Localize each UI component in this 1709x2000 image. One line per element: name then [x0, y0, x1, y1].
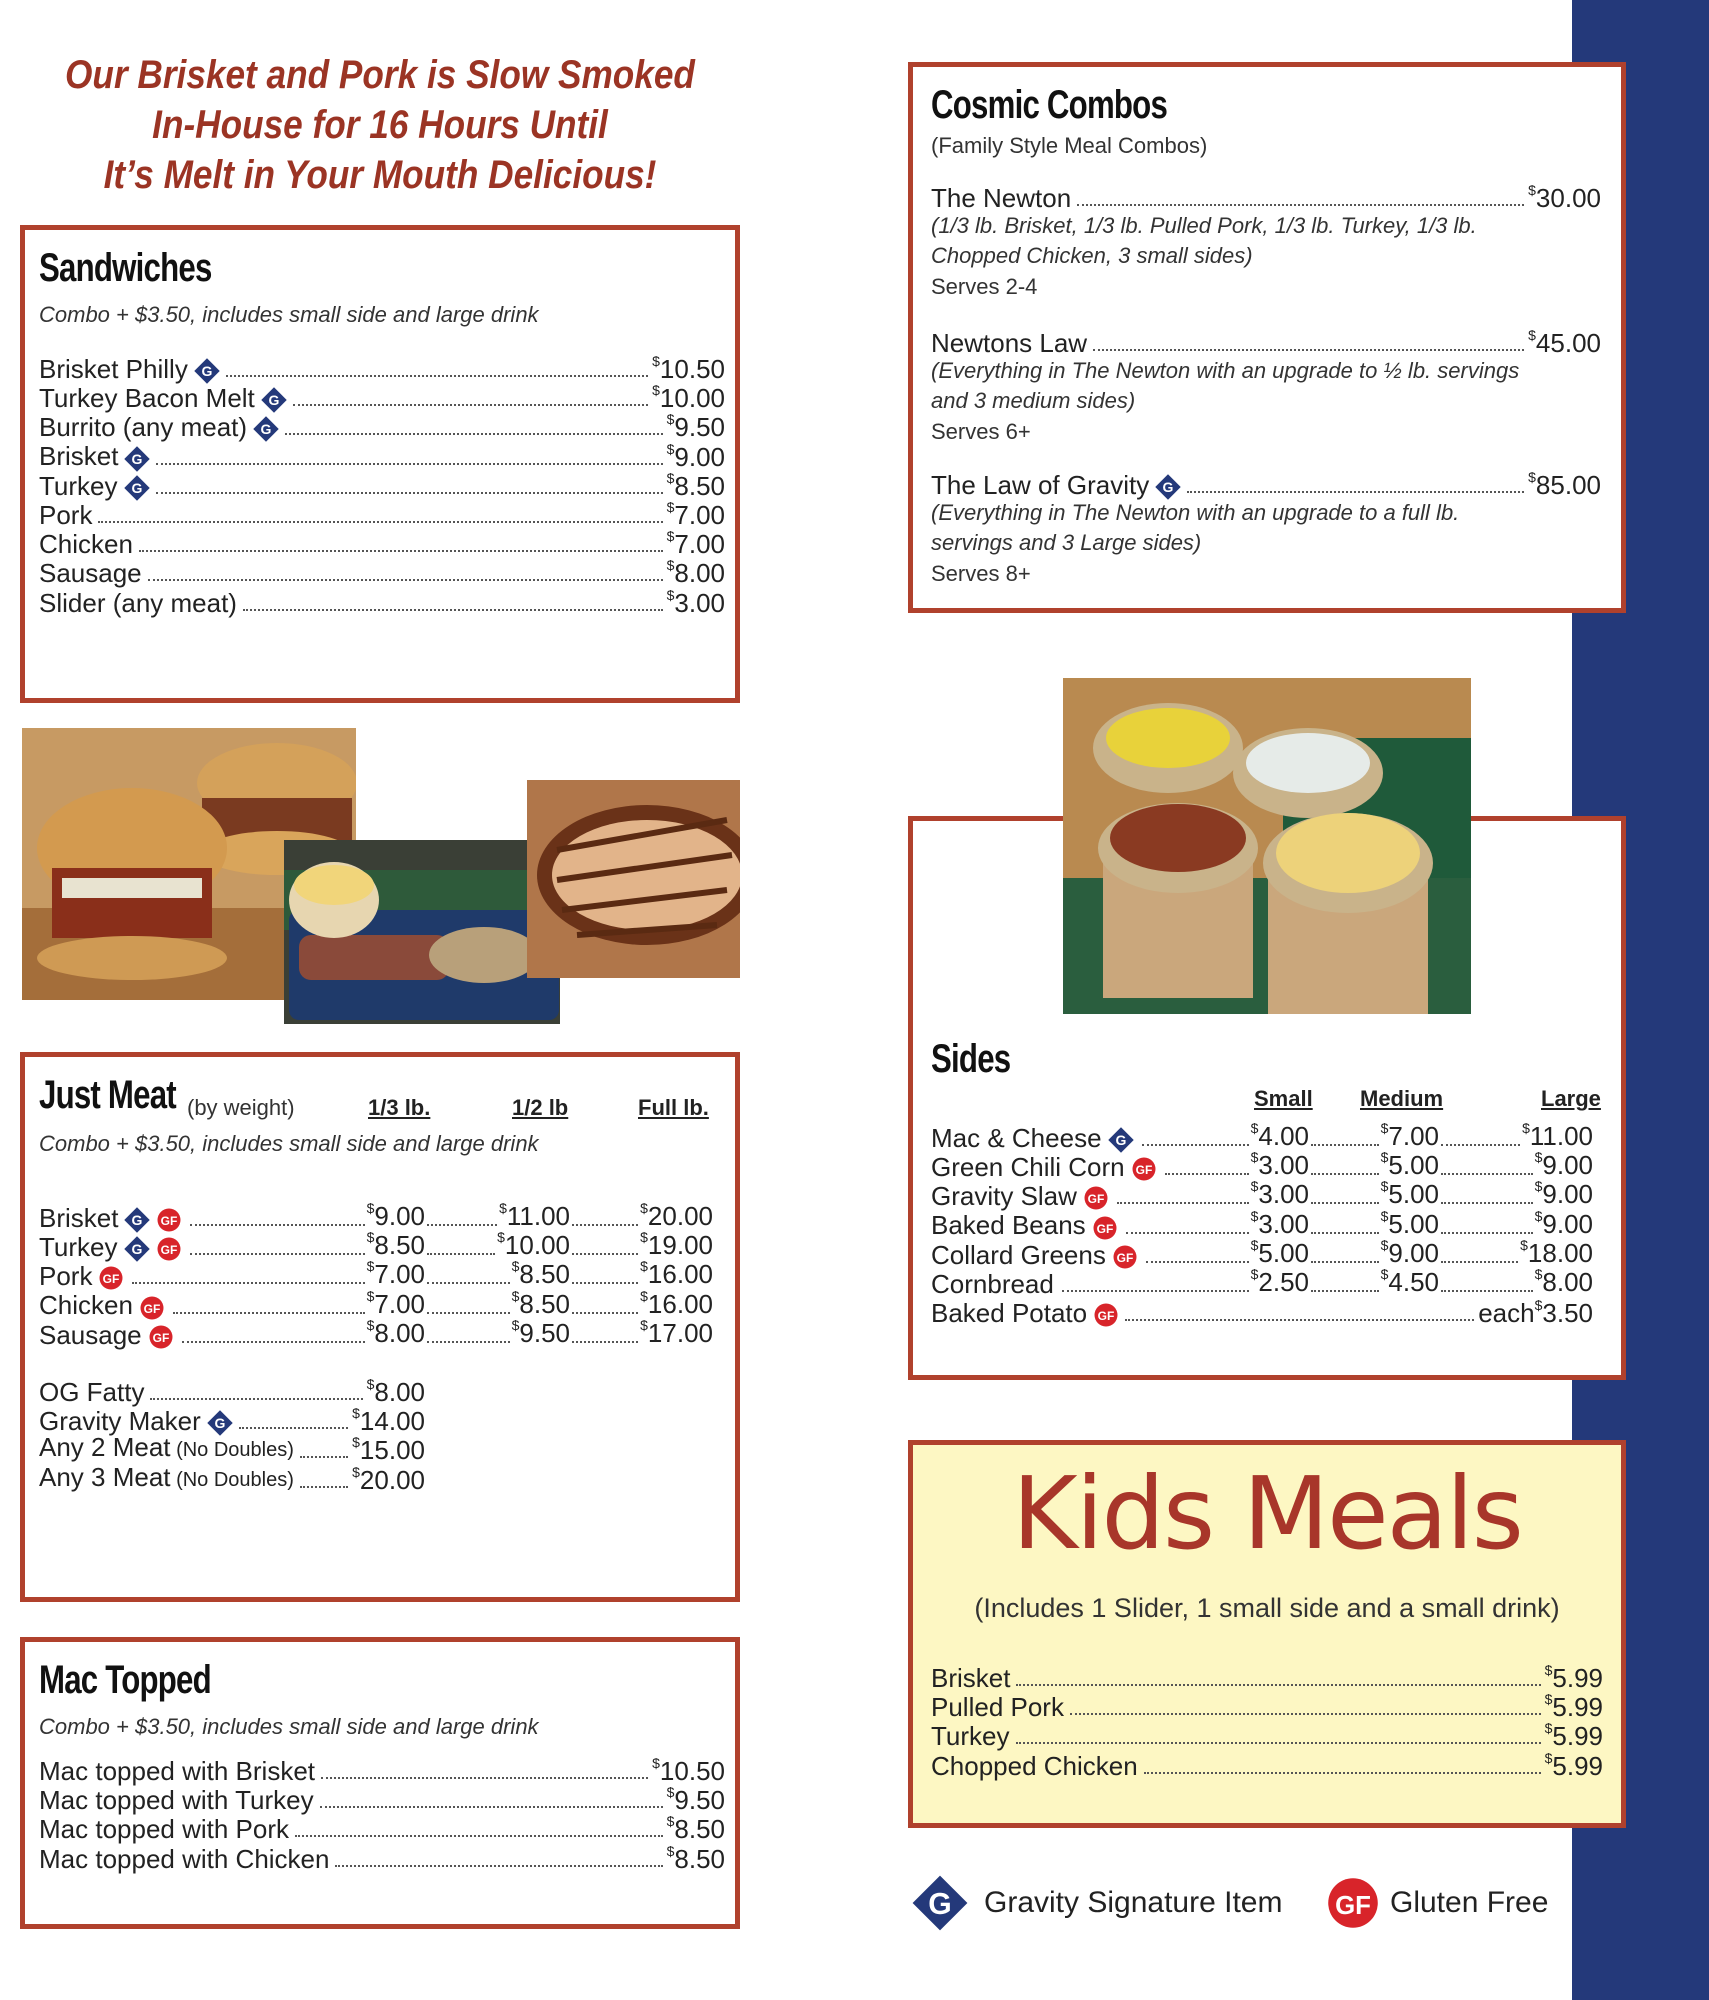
item-name: Burrito (any meat): [39, 412, 279, 442]
sandwiches-section: [20, 225, 740, 703]
mac-topped-section: [20, 1637, 740, 1929]
side-item: [931, 1121, 1134, 1153]
item-price: $10.50: [652, 353, 725, 384]
item-price: $9.50: [666, 411, 725, 443]
item-name: Mac topped with Chicken: [39, 1843, 330, 1874]
item-price: $3.00: [1250, 1207, 1309, 1239]
item-price: $8.50: [666, 469, 725, 501]
just-meat-item: [39, 1230, 182, 1262]
item-name: Chicken: [39, 1290, 165, 1320]
dot-leader: [150, 1398, 362, 1400]
headline-line-2: In-House for 16 Hours Until: [152, 103, 608, 147]
dot-leader: [148, 579, 663, 581]
gluten-free-icon: [98, 1265, 124, 1291]
item-name: Pork: [39, 500, 93, 530]
sandwich-item: [39, 469, 725, 501]
legend: [910, 1870, 1570, 1940]
dot-leader: [1016, 1742, 1541, 1744]
sides-col-small: Small: [1254, 1086, 1313, 1111]
sandwich-item: [39, 586, 725, 618]
item-name: Chicken: [39, 529, 133, 560]
item-price: $5.00: [1250, 1236, 1309, 1268]
dot-leader: [1070, 1713, 1541, 1715]
item-price: $9.00: [1534, 1178, 1593, 1210]
just-meat-col-1: 1/3 lb.: [368, 1095, 431, 1120]
dot-leader: [156, 492, 663, 494]
dot-leader: [1125, 1319, 1474, 1321]
just-meat-extra-item: [39, 1463, 425, 1495]
item-price: $2.50: [1250, 1266, 1309, 1297]
dot-leader: [427, 1341, 510, 1343]
item-price: $9.50: [511, 1316, 570, 1348]
item-price: $8.50: [366, 1229, 425, 1261]
dot-leader: [1093, 349, 1524, 351]
item-price: $10.50: [652, 1755, 725, 1786]
gluten-free-icon: [148, 1324, 174, 1350]
gravity-signature-icon: [1108, 1127, 1134, 1153]
item-price: $16.00: [640, 1287, 713, 1319]
dot-leader: [1311, 1202, 1379, 1204]
item-name: Gravity Slaw: [931, 1181, 1109, 1211]
dot-leader: [182, 1341, 365, 1343]
item-price: $14.00: [352, 1405, 425, 1437]
gluten-free-icon: [1092, 1215, 1118, 1241]
dot-leader: [1441, 1232, 1533, 1234]
item-name: Green Chili Corn: [931, 1152, 1157, 1182]
sandwiches-subtitle: Combo + $3.50, includes small side and large drink: [39, 302, 539, 327]
just-meat-item: [39, 1289, 165, 1321]
legend-gluten-free-label: Gluten Free: [1390, 1886, 1549, 1919]
combo-serves: Serves 8+: [931, 561, 1031, 586]
item-price: $9.00: [1534, 1149, 1593, 1181]
sandwich-item: [39, 381, 725, 413]
dot-leader: [1311, 1261, 1379, 1263]
dot-leader: [1016, 1684, 1540, 1686]
item-name: Mac topped with Pork: [39, 1814, 290, 1845]
item-name: Chopped Chicken: [931, 1750, 1138, 1781]
dot-leader: [98, 521, 662, 523]
item-price: $5.99: [1544, 1720, 1603, 1752]
item-price: $17.00: [640, 1316, 713, 1348]
gravity-signature-icon: [253, 416, 279, 442]
item-price: $9.50: [666, 1784, 725, 1816]
gravity-signature-icon: [124, 1207, 150, 1233]
item-price: $8.50: [666, 1842, 725, 1874]
dot-leader: [1311, 1173, 1379, 1175]
dot-leader: [427, 1282, 510, 1284]
kids-meals-section: [908, 1440, 1626, 1828]
gravity-signature-icon: [124, 446, 150, 472]
item-name: Any 3 Meat (No Doubles): [39, 1461, 294, 1492]
item-name: Brisket: [39, 1203, 182, 1233]
item-name: Slider (any meat): [39, 587, 237, 618]
dot-leader: [1117, 1202, 1249, 1204]
item-price: $10.00: [497, 1229, 570, 1261]
just-meat-item: [39, 1201, 182, 1233]
just-meat-extra-item: [39, 1404, 425, 1436]
item-name: Baked Potato: [931, 1298, 1119, 1328]
combo-item: [931, 468, 1601, 500]
combo-item: [931, 326, 1601, 358]
dot-leader: [427, 1253, 495, 1255]
item-name: Gravity Maker: [39, 1406, 233, 1436]
side-item: [931, 1238, 1138, 1270]
item-price: $8.50: [511, 1287, 570, 1319]
combo-description: and 3 medium sides): [931, 388, 1136, 413]
just-meat-title: Just Meat: [39, 1073, 176, 1117]
item-name: Mac topped with Turkey: [39, 1785, 314, 1816]
sliced-turkey-photo: [527, 780, 740, 978]
item-name: Brisket: [931, 1663, 1011, 1693]
gluten-free-icon: [1083, 1185, 1109, 1211]
item-price: $11.00: [499, 1200, 570, 1231]
sandwich-item: [39, 527, 725, 559]
dot-leader: [572, 1224, 638, 1226]
item-name: Turkey: [39, 1232, 182, 1262]
just-meat-item: [39, 1259, 124, 1291]
sides-col-medium: Medium: [1360, 1086, 1444, 1111]
dot-leader: [1126, 1232, 1249, 1234]
dot-leader: [139, 550, 663, 552]
gravity-signature-icon: [194, 358, 220, 384]
item-price: $7.00: [366, 1258, 425, 1290]
just-meat-col-3: Full lb.: [638, 1095, 709, 1120]
item-note: (No Doubles): [170, 1439, 294, 1462]
kids-meal-item: [931, 1661, 1603, 1693]
item-price: $7.00: [366, 1287, 425, 1319]
item-name: Mac & Cheese: [931, 1123, 1134, 1153]
item-price: $3.50: [1534, 1297, 1593, 1329]
item-price: $85.00: [1528, 469, 1601, 500]
gravity-signature-icon: [261, 387, 287, 413]
item-price: $20.00: [352, 1463, 425, 1495]
item-price: $20.00: [640, 1200, 713, 1231]
item-name: Pulled Pork: [931, 1692, 1064, 1723]
combo-description: (Everything in The Newton with an upgrade to ½ lb. servings: [931, 358, 1520, 383]
item-price: $8.00: [666, 557, 725, 589]
item-price: $16.00: [640, 1258, 713, 1290]
combo-description: Chopped Chicken, 3 small sides): [931, 243, 1253, 268]
dot-leader: [1187, 491, 1524, 493]
sandwiches-title: Sandwiches: [39, 246, 212, 290]
item-price: $8.50: [511, 1258, 570, 1290]
brisket-tray-photo: [284, 840, 560, 1024]
headline: [63, 50, 697, 200]
dot-leader: [190, 1224, 364, 1226]
item-price: $9.00: [666, 440, 725, 472]
just-meat-extra-item: [39, 1375, 425, 1407]
item-name: OG Fatty: [39, 1377, 145, 1407]
kids-meal-item: [931, 1719, 1603, 1751]
combo-description: (Everything in The Newton with an upgrade to a full lb.: [931, 500, 1460, 525]
mac-topped-item: [39, 1754, 725, 1786]
item-price: $3.00: [1250, 1178, 1309, 1210]
dot-leader: [285, 433, 663, 435]
dot-leader: [1144, 1772, 1541, 1774]
gluten-free-icon: [1325, 1875, 1381, 1931]
mac-topped-item: [39, 1783, 725, 1815]
item-price: $5.00: [1380, 1149, 1439, 1181]
gluten-free-icon: [139, 1295, 165, 1321]
item-price: $7.00: [1380, 1120, 1439, 1151]
dot-leader: [1311, 1232, 1379, 1234]
dot-leader: [132, 1282, 364, 1284]
kids-meals-title: Kids Meals: [1012, 1455, 1522, 1572]
gluten-free-icon: [1112, 1244, 1138, 1270]
mac-topped-item: [39, 1842, 725, 1874]
gravity-signature-icon: [124, 1236, 150, 1262]
item-price: $8.50: [666, 1813, 725, 1845]
headline-line-1: Our Brisket and Pork is Slow Smoked: [65, 53, 695, 97]
item-price: $18.00: [1520, 1236, 1593, 1268]
headline-line-3: It’s Melt in Your Mouth Delicious!: [103, 153, 657, 197]
sandwich-item: [39, 352, 725, 384]
dot-leader: [1146, 1261, 1249, 1263]
legend-signature-label: Gravity Signature Item: [984, 1886, 1283, 1919]
item-price: $9.00: [366, 1200, 425, 1231]
item-name: The Law of Gravity: [931, 470, 1181, 500]
item-price: $8.00: [1534, 1266, 1593, 1297]
dot-leader: [320, 1806, 663, 1808]
item-name: Brisket: [39, 441, 150, 471]
item-price: $4.50: [1380, 1266, 1439, 1297]
side-item: [931, 1179, 1109, 1211]
combo-description: servings and 3 Large sides): [931, 530, 1202, 555]
dot-leader: [300, 1486, 348, 1488]
dot-leader: [1062, 1290, 1249, 1292]
kids-meal-item: [931, 1690, 1603, 1722]
dot-leader: [572, 1341, 638, 1343]
item-name: Collard Greens: [931, 1240, 1138, 1270]
gravity-signature-icon: [912, 1875, 968, 1931]
cosmic-combos-title: Cosmic Combos: [931, 83, 1168, 127]
dot-leader: [300, 1456, 348, 1458]
just-meat-extra-item: [39, 1433, 425, 1465]
item-name: Brisket Philly: [39, 354, 220, 384]
side-item: [931, 1267, 1054, 1299]
item-name: The Newton: [931, 183, 1072, 213]
sandwich-item: [39, 498, 725, 530]
dot-leader: [1311, 1144, 1379, 1146]
item-price: $19.00: [640, 1229, 713, 1261]
item-name: Pork: [39, 1261, 124, 1291]
item-name: Newtons Law: [931, 328, 1088, 358]
item-price: $5.00: [1380, 1207, 1439, 1239]
just-meat-item: [39, 1318, 174, 1350]
dot-leader: [173, 1312, 365, 1314]
just-meat-subtitle: Combo + $3.50, includes small side and large drink: [39, 1131, 539, 1156]
item-price: $3.00: [1250, 1149, 1309, 1181]
dot-leader: [1142, 1144, 1249, 1146]
item-price: $9.00: [1534, 1207, 1593, 1239]
item-name: Sausage: [39, 1320, 174, 1350]
dot-leader: [156, 463, 662, 465]
item-price: $10.00: [652, 382, 725, 414]
combo-serves: Serves 6+: [931, 419, 1031, 444]
dot-leader: [226, 375, 648, 377]
item-price: $8.00: [366, 1376, 425, 1407]
item-name: Turkey: [39, 471, 150, 501]
item-price: $9.00: [1380, 1236, 1439, 1268]
cosmic-combos-subtitle: (Family Style Meal Combos): [931, 133, 1208, 158]
dot-leader: [239, 1427, 348, 1429]
combo-serves: Serves 2-4: [931, 274, 1038, 299]
item-price: $5.99: [1544, 1662, 1603, 1693]
item-price: $5.99: [1544, 1749, 1603, 1781]
mac-topped-item: [39, 1812, 725, 1844]
sandwich-item: [39, 440, 725, 472]
item-price: $7.00: [666, 499, 725, 530]
item-name: Cornbread: [931, 1269, 1054, 1299]
just-meat-section: [20, 1052, 740, 1602]
dot-leader: [427, 1224, 497, 1226]
dot-leader: [321, 1777, 648, 1779]
item-price: $15.00: [352, 1434, 425, 1466]
just-meat-col-2: 1/2 lb: [512, 1095, 569, 1120]
item-price: $8.00: [366, 1316, 425, 1348]
item-price: $5.00: [1380, 1178, 1439, 1210]
mac-topped-subtitle: Combo + $3.50, includes small side and large drink: [39, 1714, 539, 1739]
item-name: Mac topped with Brisket: [39, 1756, 316, 1786]
dot-leader: [243, 609, 663, 611]
sandwich-item: [39, 556, 725, 588]
item-price: $4.00: [1250, 1120, 1309, 1151]
sides-title: Sides: [931, 1037, 1011, 1081]
dot-leader: [1311, 1290, 1379, 1292]
cosmic-combos-section: [908, 62, 1626, 613]
dot-leader: [572, 1312, 638, 1314]
dot-leader: [572, 1282, 638, 1284]
dot-leader: [190, 1253, 365, 1255]
item-name: Sausage: [39, 558, 142, 589]
sides-col-large: Large: [1541, 1086, 1601, 1111]
item-name: Turkey: [931, 1721, 1010, 1752]
item-price: $30.00: [1528, 182, 1601, 213]
dot-leader: [1441, 1290, 1533, 1292]
gluten-free-icon: [1093, 1302, 1119, 1328]
each-label: each: [1478, 1298, 1535, 1329]
gravity-signature-icon: [1155, 474, 1181, 500]
just-meat-title-suffix: (by weight): [187, 1095, 295, 1120]
gluten-free-icon: [156, 1236, 182, 1262]
kids-meal-item: [931, 1749, 1603, 1781]
kids-meals-subtitle: (Includes 1 Slider, 1 small side and a small drink): [974, 1593, 1560, 1623]
item-price: $3.00: [666, 586, 725, 618]
dot-leader: [1441, 1261, 1518, 1263]
item-price: $11.00: [1522, 1120, 1593, 1151]
item-price: $7.00: [666, 528, 725, 560]
item-name: Baked Beans: [931, 1210, 1118, 1240]
item-note: (No Doubles): [170, 1468, 294, 1491]
item-name: Any 2 Meat (No Doubles): [39, 1432, 294, 1463]
dot-leader: [572, 1253, 638, 1255]
item-price: $5.99: [1544, 1691, 1603, 1723]
dot-leader: [335, 1865, 662, 1867]
side-item: [931, 1296, 1593, 1328]
dot-leader: [1077, 204, 1524, 206]
side-item: [931, 1150, 1157, 1182]
combo-description: (1/3 lb. Brisket, 1/3 lb. Pulled Pork, 1/3 lb. Turkey, 1/3 lb.: [931, 213, 1477, 238]
dot-leader: [293, 404, 648, 406]
side-item: [931, 1209, 1118, 1241]
mac-topped-title: Mac Topped: [39, 1658, 211, 1702]
dot-leader: [1441, 1144, 1520, 1146]
gluten-free-icon: [1131, 1156, 1157, 1182]
dot-leader: [1165, 1173, 1249, 1175]
item-name: Turkey Bacon Melt: [39, 383, 287, 413]
dot-leader: [1441, 1202, 1533, 1204]
dot-leader: [1441, 1173, 1533, 1175]
sandwich-item: [39, 410, 725, 442]
gluten-free-icon: [156, 1207, 182, 1233]
dot-leader: [295, 1835, 663, 1837]
sides-photo: [1063, 678, 1471, 1014]
item-price: $45.00: [1528, 327, 1601, 358]
dot-leader: [427, 1312, 510, 1314]
gravity-signature-icon: [124, 475, 150, 501]
combo-item: [931, 181, 1601, 213]
